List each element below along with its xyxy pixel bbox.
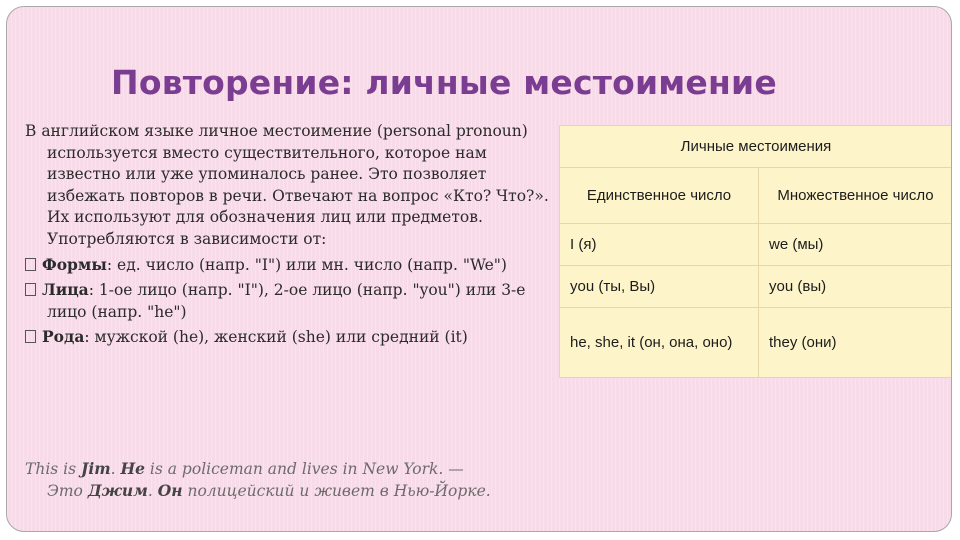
checkbox-bullet-icon: [25, 258, 36, 271]
checkbox-bullet-icon: [25, 330, 36, 343]
intro-paragraph: В английском языке личное местоимение (personal pronoun) используется вместо существительного, которое нам известно или уже упоминалось ранее. Это позволяет избежать повторов в речи. Отвечают на вопрос «Кто? Что?». Их используют для обозначения лиц или предметов. Употребляются в зависимости от:: [25, 122, 549, 248]
example-text: .: [110, 459, 121, 478]
table-cell: he, she, it (он, она, оно): [560, 308, 759, 378]
table-row: [560, 308, 953, 378]
example-highlight: Он: [157, 481, 183, 501]
table-row: [560, 224, 953, 266]
table-header: Личные местоимения: [560, 126, 953, 168]
table-cell: you (ты, Вы): [560, 266, 759, 308]
column-header-plural: Множественное число: [759, 168, 953, 224]
bullet-text: : мужской (he), женский (she) или средний (it): [84, 328, 468, 347]
bullet-term: Лица: [42, 280, 89, 300]
checkbox-bullet-icon: [25, 283, 36, 296]
example-highlight: Джим: [87, 481, 148, 501]
example-sentence: [25, 458, 567, 503]
bullet-text: : 1-ое лицо (напр. "I"), 2-ое лицо (напр. "you") или 3-е лицо (напр. "he"): [47, 281, 526, 321]
bullet-term: Формы: [42, 254, 107, 274]
column-header-singular: Единственное число: [560, 168, 759, 224]
pronoun-table: [559, 125, 952, 378]
bullet-gender: [25, 326, 560, 349]
table-cell: they (они): [759, 308, 953, 378]
bullet-term: Рода: [42, 327, 85, 347]
example-text: is a policeman and lives in New York. —: [145, 459, 464, 478]
example-highlight: Jim: [81, 458, 111, 478]
bullet-person: [25, 279, 560, 323]
body-text: [25, 121, 560, 349]
table-row: [560, 266, 953, 308]
example-text: полицейский и живет в Нью-Йорке.: [182, 482, 491, 501]
table-cell: we (мы): [759, 224, 953, 266]
table-cell: I (я): [560, 224, 759, 266]
slide-title: Повторение: личные местоимение: [111, 63, 777, 102]
bullet-text: : ед. число (напр. "I") или мн. число (напр. "We"): [106, 255, 507, 274]
example-text: .: [147, 482, 158, 501]
example-highlight: He: [120, 458, 145, 478]
slide: [6, 6, 952, 532]
example-text: This is: [25, 459, 81, 478]
bullet-form: [25, 254, 560, 277]
example-text: Это: [47, 482, 88, 501]
table-cell: you (вы): [759, 266, 953, 308]
